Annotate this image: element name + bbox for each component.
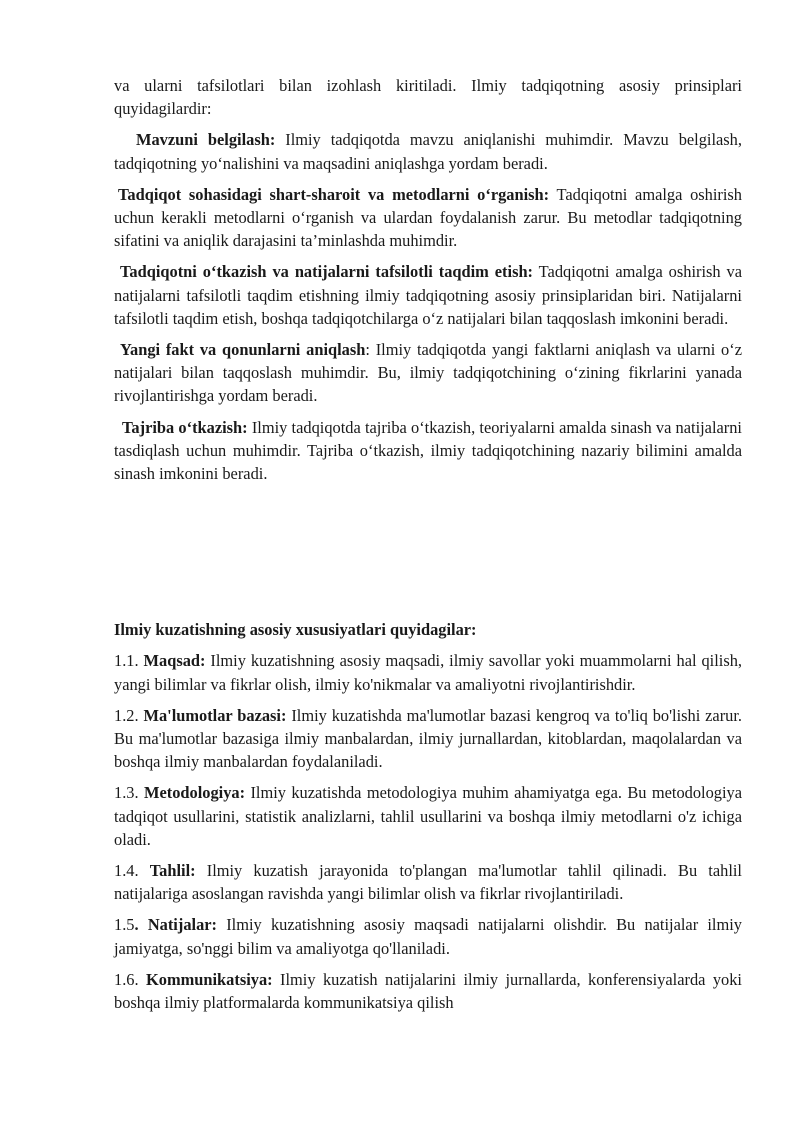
feature-item [114,859,742,905]
feature-term: Metodologiya: [143,783,246,803]
principle-text: Ilmiy tadqiqotda mavzu aniqlanishi muhimdir. Mavzu belgilash, tadqiqotning yo‘nalishini va maqsadini aniqlashga yordam beradi. [114,130,742,173]
feature-text: Ilmiy kuzatish natijalarini ilmiy jurnallarda, konferensiyalarda yoki boshqa ilmiy platformalarda kommunikatsiya qilish [114,969,742,1012]
principle-paragraph [114,338,742,408]
feature-term: Ma'lumotlar bazasi: [143,705,287,725]
feature-text: Ilmiy kuzatishda metodologiya muhim ahamiyatga ega. Bu metodologiya tadqiqot usullarini, statistik analizlarni, tahlil usullarini va boshqa ilmiy metodlarni o'z ichiga oladi. [114,783,742,849]
principle-paragraph [114,260,742,330]
feature-term: Tahlil: [149,861,196,881]
principle-paragraph [114,183,742,253]
principle-text: : Ilmiy tadqiqotda yangi faktlarni aniqlash va ularni o‘z natijalari bilan taqqoslash muhimdir. Bu, ilmiy tadqiqotchining o‘zining fikrlarini yanada rivojlantirishga yordam beradi. [114,340,742,406]
feature-term: . Natijalar: [134,915,217,935]
principle-text: Ilmiy tadqiqotda tajriba o‘tkazish, teoriyalarni amalda sinash va natijalarni tasdiqlash uchun muhimdir. Tajriba o‘tkazish, ilmiy tadqiqotchining nazariy bilimini amalda sinash imkonini beradi. [114,417,742,484]
feature-number: 1.4. [114,861,150,881]
feature-number: 1.6. [114,969,147,989]
principle-term: Tadqiqot sohasidagi shart-sharoit va metodlarni o‘rganish: [118,184,550,204]
principle-text: Tadqiqotni amalga oshirish va natijalarni tafsilotli taqdim etishning ilmiy tadqiqotning asosiy prinsiplaridan biri. Natijalarni tafsilotli taqdim etish, boshqa tadqiqotchilarga o‘z natijalari bilan taqqoslash imkonini beradi. [114,262,743,328]
feature-text: Ilmiy kuzatishning asosiy maqsadi natijalarni olishdir. Bu natijalar ilmiy jamiyatga, so'nggi bilim va amaliyotga qo'llaniladi. [114,915,742,958]
principle-text: Tadqiqotni amalga oshirish uchun kerakli metodlarni o‘rganish va ulardan foydalanish zarur. Bu metodlar tadqiqotning sifatini va aniqlik darajasini ta’minlashda muhimdir. [114,184,742,251]
section-heading: Ilmiy kuzatishning asosiy xususiyatlari quyidagilar: [114,620,477,640]
principle-paragraph [114,416,742,486]
feature-term: Maqsad: [143,651,206,671]
feature-number: 1.1. [114,651,144,671]
principle-term: Tajriba o‘tkazish: [122,417,248,437]
document-page [114,74,742,1020]
principle-term: Yangi fakt va qonunlarni aniqlash [120,340,366,360]
feature-text: Ilmiy kuzatishda ma'lumotlar bazasi kengroq va to'liq bo'lishi zarur. Bu ma'lumotlar bazasiga ilmiy manbalardan, ilmiy jurnallardan, kitoblardan, maqolalardan va boshqa ilmiy manbalardan foydalaniladi. [114,705,742,772]
feature-item [114,649,742,695]
feature-item [114,704,742,774]
feature-number: 1.2. [114,705,144,725]
feature-item [114,781,742,851]
feature-text: Ilmiy kuzatishning asosiy maqsadi, ilmiy savollar yoki muammolarni hal qilish, yangi bilimlar va fikrlar olish, ilmiy ko'nikmalar va amaliyotni rivojlantirishdir. [114,651,742,694]
feature-item [114,968,742,1012]
feature-number: 1.3. [114,783,144,803]
intro-paragraph: va ularni tafsilotlari bilan izohlash kiritiladi. Ilmiy tadqiqotning asosiy prinsiplari quyidagilardir: [114,76,742,119]
principle-term: Mavzuni belgilash: [136,130,276,150]
feature-term: Kommunikatsiya: [146,969,273,989]
feature-item [114,913,742,959]
feature-text: Ilmiy kuzatish jarayonida to'plangan ma'lumotlar tahlil qilinadi. Bu tahlil natijalariga asoslangan ravishda yangi bilimlar olish va fikrlar rivojlantiriladi. [114,861,742,904]
principle-term: Tadqiqotni o‘tkazish va natijalarni tafsilotli taqdim etish: [120,262,534,282]
principle-paragraph [114,128,742,174]
feature-number: 1.5 [114,915,135,935]
